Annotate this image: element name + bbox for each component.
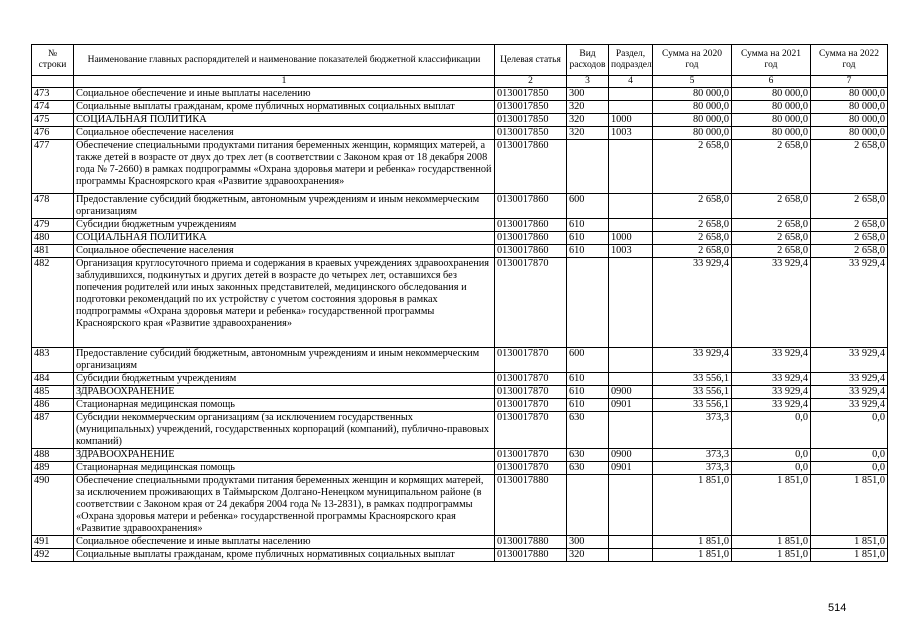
table-row [32, 536, 888, 549]
row-name-cell: Социальные выплаты гражданам, кроме публичных нормативных социальных выплат [74, 101, 495, 114]
amount-2021-cell: 2 658,0 [732, 232, 811, 245]
amount-2022-cell: 2 658,0 [811, 245, 888, 258]
amount-2022-cell: 80 000,0 [811, 114, 888, 127]
row-name-cell: Предоставление субсидий бюджетным, автономным учреждениям и иным некоммерческим организациям [74, 194, 495, 219]
table-row [32, 373, 888, 386]
expense-type-cell: 300 [567, 88, 609, 101]
target-article-cell: 0130017880 [495, 475, 567, 536]
row-number-cell: 484 [32, 373, 74, 386]
amount-2021-cell: 33 929,4 [732, 348, 811, 373]
row-number-cell: 490 [32, 475, 74, 536]
expense-type-cell: 600 [567, 348, 609, 373]
row-name-cell: Организация круглосуточного приема и содержания в краевых учреждениях здравоохранения заблудившихся, подкинутых и других детей в возрасте до четырех лет, оставшихся без попечения родителей или иных законных представителей, медицинского обследования и подготовки рекомендаций по их устройству с учетом состояния здоровья в рамках подпрограммы «Охрана здоровья матери и ребенка» государственной программы Красноярского края «Развитие здравоохранения» [74, 258, 495, 348]
table-row [32, 399, 888, 412]
amount-2022-cell: 1 851,0 [811, 549, 888, 562]
column-index-cell [32, 76, 74, 88]
target-article-cell: 0130017850 [495, 88, 567, 101]
amount-2021-cell: 2 658,0 [732, 245, 811, 258]
section-cell: 0900 [609, 449, 653, 462]
table-row [32, 219, 888, 232]
expense-type-cell: 610 [567, 232, 609, 245]
amount-2022-cell: 0,0 [811, 412, 888, 449]
amount-2020-cell: 33 929,4 [653, 348, 732, 373]
section-cell [609, 373, 653, 386]
amount-2021-cell: 1 851,0 [732, 549, 811, 562]
section-cell: 1003 [609, 127, 653, 140]
target-article-cell: 0130017860 [495, 194, 567, 219]
column-index-cell: 5 [653, 76, 732, 88]
row-name-cell: ЗДРАВООХРАНЕНИЕ [74, 386, 495, 399]
section-cell [609, 475, 653, 536]
expense-type-cell: 610 [567, 399, 609, 412]
amount-2021-cell: 80 000,0 [732, 127, 811, 140]
amount-2020-cell: 33 556,1 [653, 373, 732, 386]
amount-2021-cell: 0,0 [732, 462, 811, 475]
amount-2021-cell: 33 929,4 [732, 373, 811, 386]
amount-2020-cell: 2 658,0 [653, 219, 732, 232]
section-cell [609, 536, 653, 549]
amount-2022-cell: 33 929,4 [811, 348, 888, 373]
column-index-cell: 6 [732, 76, 811, 88]
row-number-cell: 482 [32, 258, 74, 348]
target-article-cell: 0130017870 [495, 449, 567, 462]
amount-2022-cell: 33 929,4 [811, 399, 888, 412]
expense-type-cell: 320 [567, 549, 609, 562]
section-cell: 0900 [609, 386, 653, 399]
section-cell: 0901 [609, 399, 653, 412]
expense-type-cell: 610 [567, 245, 609, 258]
expense-type-cell: 320 [567, 127, 609, 140]
row-number-cell: 479 [32, 219, 74, 232]
amount-2022-cell: 2 658,0 [811, 232, 888, 245]
expense-type-cell [567, 475, 609, 536]
target-article-cell: 0130017870 [495, 462, 567, 475]
target-article-cell: 0130017880 [495, 549, 567, 562]
row-name-cell: Обеспечение специальными продуктами питания беременных женщин, кормящих матерей, а также детей в возрасте от двух до трех лет (в соответствии с Законом края от 18 декабря 2008 года № 7-2660) в рамках подпрограммы «Охрана здоровья матери и ребенка» государственной программы Красноярского края «Развитие здравоохранения» [74, 140, 495, 194]
target-article-cell: 0130017860 [495, 140, 567, 194]
amount-2021-cell: 80 000,0 [732, 101, 811, 114]
amount-2022-cell: 80 000,0 [811, 88, 888, 101]
row-number-cell: 475 [32, 114, 74, 127]
amount-2020-cell: 2 658,0 [653, 140, 732, 194]
section-cell [609, 258, 653, 348]
table-row [32, 127, 888, 140]
row-name-cell: Субсидии некоммерческим организациям (за исключением государственных (муниципальных) учреждений, государственных корпораций (компаний), публично-правовых компаний) [74, 412, 495, 449]
section-cell: 0901 [609, 462, 653, 475]
section-cell: 1000 [609, 232, 653, 245]
amount-2020-cell: 33 556,1 [653, 399, 732, 412]
table-row [32, 412, 888, 449]
amount-2021-cell: 0,0 [732, 449, 811, 462]
row-number-cell: 477 [32, 140, 74, 194]
budget-table [31, 44, 888, 562]
amount-2021-cell: 80 000,0 [732, 114, 811, 127]
target-article-cell: 0130017870 [495, 399, 567, 412]
amount-2022-cell: 0,0 [811, 449, 888, 462]
amount-2022-cell: 2 658,0 [811, 219, 888, 232]
amount-2021-cell: 0,0 [732, 412, 811, 449]
expense-type-cell: 630 [567, 462, 609, 475]
expense-type-cell: 320 [567, 114, 609, 127]
expense-type-cell: 300 [567, 536, 609, 549]
row-number-cell: 491 [32, 536, 74, 549]
expense-type-cell: 600 [567, 194, 609, 219]
column-index-cell: 3 [567, 76, 609, 88]
table-row [32, 232, 888, 245]
amount-2021-cell: 80 000,0 [732, 88, 811, 101]
amount-2020-cell: 80 000,0 [653, 114, 732, 127]
row-name-cell: Социальные выплаты гражданам, кроме публичных нормативных социальных выплат [74, 549, 495, 562]
amount-2020-cell: 1 851,0 [653, 549, 732, 562]
expense-type-cell: 610 [567, 386, 609, 399]
row-name-cell: Стационарная медицинская помощь [74, 399, 495, 412]
header-row [32, 45, 888, 76]
amount-2021-cell: 33 929,4 [732, 386, 811, 399]
row-name-cell: Предоставление субсидий бюджетным, автономным учреждениям и иным некоммерческим организациям [74, 348, 495, 373]
amount-2022-cell: 0,0 [811, 462, 888, 475]
amount-2021-cell: 1 851,0 [732, 475, 811, 536]
table-row [32, 475, 888, 536]
expense-type-cell: 630 [567, 412, 609, 449]
row-number-cell: 476 [32, 127, 74, 140]
header-cell: Вид расходов [567, 45, 609, 76]
target-article-cell: 0130017870 [495, 348, 567, 373]
header-cell: Раздел, подраздел [609, 45, 653, 76]
expense-type-cell: 630 [567, 449, 609, 462]
target-article-cell: 0130017870 [495, 412, 567, 449]
row-number-cell: 478 [32, 194, 74, 219]
amount-2020-cell: 33 929,4 [653, 258, 732, 348]
target-article-cell: 0130017880 [495, 536, 567, 549]
expense-type-cell: 610 [567, 373, 609, 386]
row-name-cell: Субсидии бюджетным учреждениям [74, 373, 495, 386]
section-cell [609, 219, 653, 232]
row-name-cell: Социальное обеспечение населения [74, 127, 495, 140]
row-number-cell: 489 [32, 462, 74, 475]
row-number-cell: 473 [32, 88, 74, 101]
table-row [32, 194, 888, 219]
table-row [32, 140, 888, 194]
header-cell: Сумма на 2020 год [653, 45, 732, 76]
header-cell: № строки [32, 45, 74, 76]
column-index-row [32, 76, 888, 88]
section-cell [609, 348, 653, 373]
expense-type-cell: 320 [567, 101, 609, 114]
amount-2021-cell: 2 658,0 [732, 219, 811, 232]
section-cell [609, 101, 653, 114]
amount-2022-cell: 33 929,4 [811, 386, 888, 399]
amount-2020-cell: 1 851,0 [653, 475, 732, 536]
amount-2022-cell: 1 851,0 [811, 475, 888, 536]
amount-2020-cell: 373,3 [653, 449, 732, 462]
amount-2022-cell: 33 929,4 [811, 258, 888, 348]
column-index-cell: 7 [811, 76, 888, 88]
target-article-cell: 0130017860 [495, 232, 567, 245]
row-number-cell: 486 [32, 399, 74, 412]
amount-2020-cell: 33 556,1 [653, 386, 732, 399]
row-number-cell: 474 [32, 101, 74, 114]
amount-2021-cell: 33 929,4 [732, 258, 811, 348]
table-row [32, 114, 888, 127]
expense-type-cell: 610 [567, 219, 609, 232]
table-row [32, 258, 888, 348]
section-cell [609, 412, 653, 449]
section-cell [609, 140, 653, 194]
amount-2021-cell: 1 851,0 [732, 536, 811, 549]
header-cell: Целевая статья [495, 45, 567, 76]
amount-2020-cell: 1 851,0 [653, 536, 732, 549]
target-article-cell: 0130017850 [495, 101, 567, 114]
column-index-cell: 1 [74, 76, 495, 88]
row-name-cell: Обеспечение специальными продуктами питания беременных женщин и кормящих матерей, за исключением проживающих в Таймырском Долгано-Ненецком муниципальном районе (в соответствии с Законом края от 24 декабря 2004 года № 13-2831), в рамках подпрограммы «Охрана здоровья матери и ребенка» государственной программы Красноярского края «Развитие здравоохранения» [74, 475, 495, 536]
amount-2022-cell: 80 000,0 [811, 127, 888, 140]
row-name-cell: Социальное обеспечение населения [74, 245, 495, 258]
amount-2021-cell: 2 658,0 [732, 140, 811, 194]
section-cell: 1000 [609, 114, 653, 127]
amount-2020-cell: 80 000,0 [653, 127, 732, 140]
row-number-cell: 492 [32, 549, 74, 562]
table-row [32, 449, 888, 462]
table-row [32, 245, 888, 258]
row-name-cell: ЗДРАВООХРАНЕНИЕ [74, 449, 495, 462]
table-row [32, 549, 888, 562]
target-article-cell: 0130017860 [495, 245, 567, 258]
header-cell: Сумма на 2022 год [811, 45, 888, 76]
amount-2020-cell: 2 658,0 [653, 194, 732, 219]
row-number-cell: 483 [32, 348, 74, 373]
amount-2021-cell: 33 929,4 [732, 399, 811, 412]
amount-2020-cell: 80 000,0 [653, 101, 732, 114]
target-article-cell: 0130017870 [495, 258, 567, 348]
header-cell: Сумма на 2021 год [732, 45, 811, 76]
row-name-cell: Субсидии бюджетным учреждениям [74, 219, 495, 232]
amount-2022-cell: 33 929,4 [811, 373, 888, 386]
section-cell [609, 194, 653, 219]
column-index-cell: 2 [495, 76, 567, 88]
section-cell [609, 549, 653, 562]
row-name-cell: СОЦИАЛЬНАЯ ПОЛИТИКА [74, 232, 495, 245]
amount-2020-cell: 373,3 [653, 462, 732, 475]
amount-2020-cell: 2 658,0 [653, 245, 732, 258]
target-article-cell: 0130017850 [495, 114, 567, 127]
target-article-cell: 0130017870 [495, 386, 567, 399]
row-number-cell: 488 [32, 449, 74, 462]
page-number: 514 [828, 602, 847, 614]
target-article-cell: 0130017850 [495, 127, 567, 140]
row-number-cell: 481 [32, 245, 74, 258]
expense-type-cell [567, 258, 609, 348]
amount-2022-cell: 80 000,0 [811, 101, 888, 114]
section-cell [609, 88, 653, 101]
row-name-cell: Стационарная медицинская помощь [74, 462, 495, 475]
row-name-cell: Социальное обеспечение и иные выплаты населению [74, 536, 495, 549]
column-index-cell: 4 [609, 76, 653, 88]
amount-2022-cell: 2 658,0 [811, 194, 888, 219]
amount-2020-cell: 2 658,0 [653, 232, 732, 245]
amount-2020-cell: 80 000,0 [653, 88, 732, 101]
section-cell: 1003 [609, 245, 653, 258]
amount-2022-cell: 2 658,0 [811, 140, 888, 194]
row-number-cell: 487 [32, 412, 74, 449]
table-row [32, 348, 888, 373]
table-row [32, 462, 888, 475]
row-name-cell: Социальное обеспечение и иные выплаты населению [74, 88, 495, 101]
row-number-cell: 485 [32, 386, 74, 399]
table-row [32, 88, 888, 101]
expense-type-cell [567, 140, 609, 194]
target-article-cell: 0130017870 [495, 373, 567, 386]
row-number-cell: 480 [32, 232, 74, 245]
amount-2022-cell: 1 851,0 [811, 536, 888, 549]
table-row [32, 386, 888, 399]
amount-2020-cell: 373,3 [653, 412, 732, 449]
header-cell: Наименование главных распорядителей и наименование показателей бюджетной классификации [74, 45, 495, 76]
amount-2021-cell: 2 658,0 [732, 194, 811, 219]
target-article-cell: 0130017860 [495, 219, 567, 232]
table-row [32, 101, 888, 114]
row-name-cell: СОЦИАЛЬНАЯ ПОЛИТИКА [74, 114, 495, 127]
